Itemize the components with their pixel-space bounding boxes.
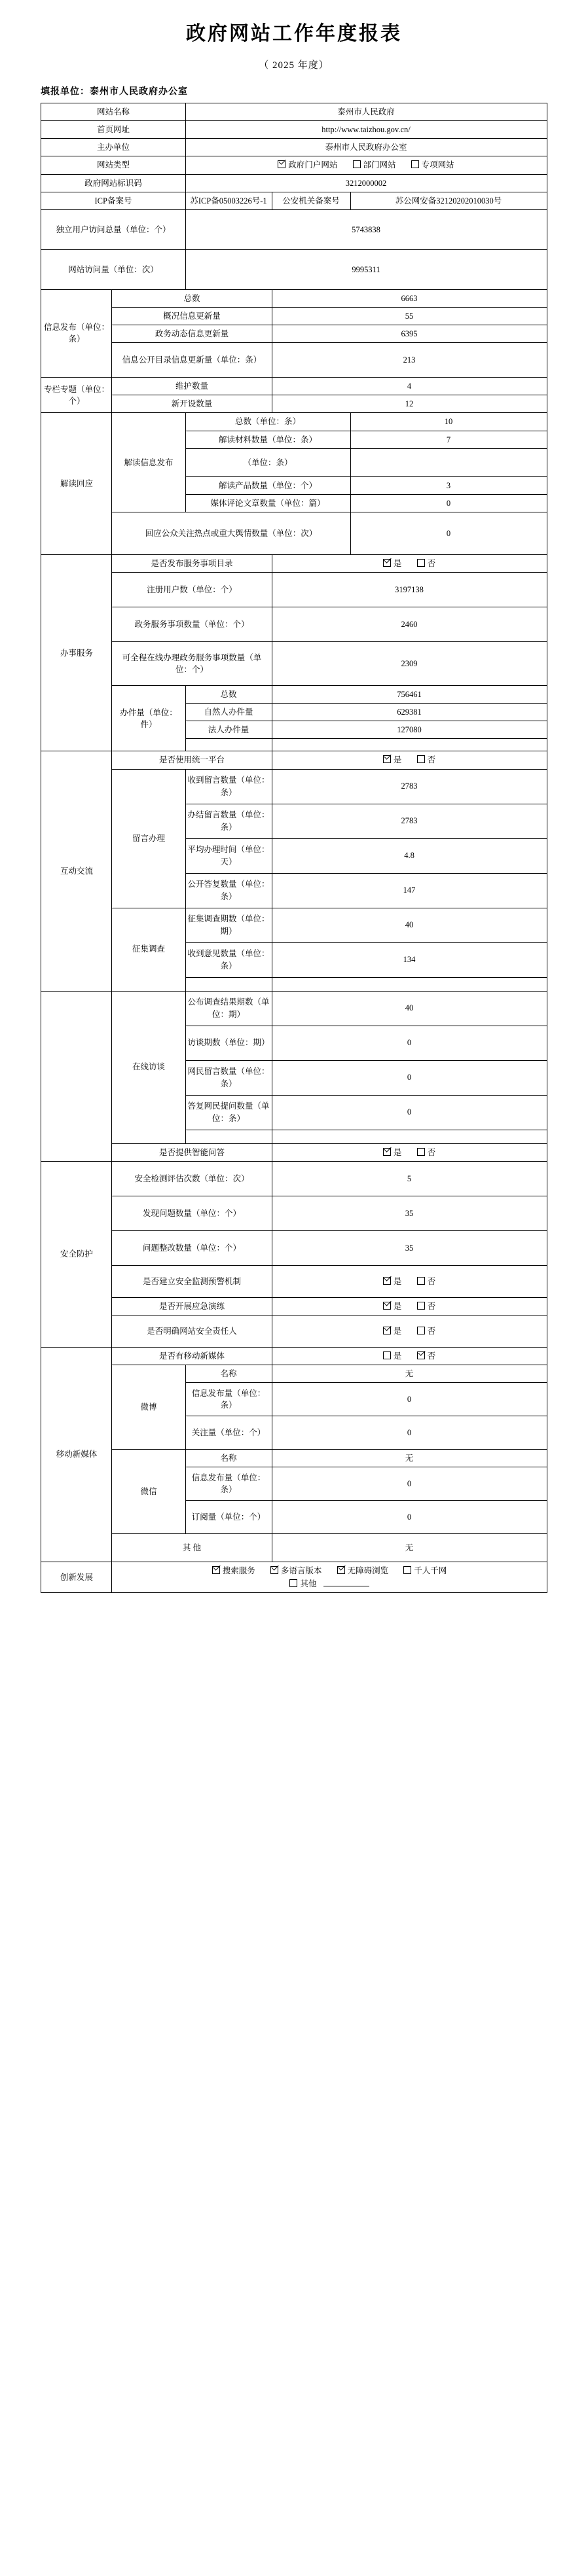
table-row (41, 103, 547, 121)
value-visits: 9995311 (185, 249, 547, 289)
reporting-unit: 填报单位：泰州市人民政府办公室 (41, 87, 188, 97)
label-has-mobile-media: 是否有移动新媒体 (112, 1347, 272, 1365)
label-interpretation-products: 解读产品数量（单位：个） (185, 476, 350, 494)
value-hotspot-response: 0 (350, 512, 547, 554)
value-host-unit: 泰州市人民政府办公室 (185, 139, 547, 156)
label-new-count: 新开设数量 (112, 395, 272, 413)
value-security-responsible (272, 1315, 547, 1347)
label-mobile-new-media: 移动新媒体 (41, 1347, 112, 1562)
table-row (41, 512, 547, 554)
checkbox-label: 多语言版本 (280, 1566, 322, 1576)
label-interpretation-total: 总数（单位：条） (185, 413, 350, 431)
table-row (41, 289, 547, 307)
value-closed-messages: 2783 (272, 804, 547, 838)
value-avg-process-time: 4.8 (272, 838, 547, 873)
label-survey-feedback: 收到意见数量（单位：条） (185, 942, 272, 977)
value-disclosure-catalog-updates: 213 (272, 343, 547, 378)
checkbox-label: 是 (393, 1351, 402, 1361)
checkbox-site-type-portal[interactable] (278, 159, 337, 171)
label-spacer (185, 739, 272, 751)
checkbox-label: 是 (393, 1147, 402, 1157)
checkbox-label: 否 (427, 1301, 436, 1311)
label-closed-messages: 办结留言数量（单位：条） (185, 804, 272, 838)
value-new-count: 12 (272, 395, 547, 413)
checkbox-label: 否 (427, 1276, 436, 1286)
table-row (41, 325, 547, 343)
value-weibo-info-count: 0 (272, 1383, 547, 1416)
label-hotspot-response: 回应公众关注热点或重大舆情数量（单位：次） (112, 512, 350, 554)
checkbox-icon[interactable] (353, 160, 361, 168)
label-innovation: 创新发展 (41, 1562, 112, 1593)
table-row (41, 249, 547, 289)
label-info-release: 信息发布（单位：条） (41, 289, 112, 377)
value-blank (350, 448, 547, 476)
value-issues-found: 35 (272, 1196, 547, 1230)
checkbox-icon[interactable] (278, 160, 285, 168)
label-weibo: 微博 (112, 1365, 185, 1449)
value-replied-messages: 0 (272, 1095, 547, 1130)
value-police-record: 苏公网安备32120202010030号 (350, 192, 547, 209)
value-weibo-name: 无 (272, 1365, 547, 1382)
value-emergency-drill (272, 1297, 547, 1315)
checkbox-label: 否 (427, 755, 436, 765)
report-year: （ 2025 年度） (259, 60, 329, 71)
checkbox-label: 是 (393, 1326, 402, 1336)
label-issues-found: 发现问题数量（单位：个） (112, 1196, 272, 1230)
value-has-mobile-media (272, 1347, 547, 1365)
checkbox-icon[interactable] (383, 1351, 391, 1359)
label-unit-item: （单位：条） (185, 448, 350, 476)
table-row (41, 307, 547, 325)
label-emergency-drill: 是否开展应急演练 (112, 1297, 272, 1315)
value-info-total: 6663 (272, 289, 547, 307)
label-wechat-name: 名称 (185, 1450, 272, 1467)
checkbox-icon[interactable] (212, 1566, 220, 1574)
label-weibo-info-count: 信息发布量（单位：条） (185, 1383, 272, 1416)
value-gov-service-items: 2460 (272, 607, 547, 642)
home-url-link[interactable]: http://www.taizhou.gov.cn/ (322, 125, 411, 135)
label-wechat: 微信 (112, 1450, 185, 1534)
value-security-checks: 5 (272, 1161, 547, 1196)
table-row (41, 607, 547, 642)
page-title: 政府网站工作年度报表 (186, 23, 402, 45)
table-row (41, 1450, 547, 1467)
table-row (41, 1143, 547, 1161)
checkbox-icon[interactable] (417, 559, 425, 567)
table-row (41, 686, 547, 704)
value-survey-feedback: 134 (272, 942, 547, 977)
value-natural-person-cases: 629381 (272, 704, 547, 721)
table-row (41, 174, 547, 192)
table-row (41, 991, 547, 1026)
label-service: 办事服务 (41, 554, 112, 751)
checkbox-label: 否 (427, 1147, 436, 1157)
checkbox-icon[interactable] (383, 1302, 391, 1310)
label-spacer (185, 1130, 272, 1143)
checkbox-icon[interactable] (270, 1566, 278, 1574)
checkbox-mobile-media-yes[interactable] (383, 1350, 402, 1362)
label-disclosure-catalog-updates: 信息公开目录信息更新量（单位：条） (112, 343, 272, 378)
checkbox-icon[interactable] (417, 1302, 425, 1310)
value-monitoring-mechanism (272, 1265, 547, 1297)
label-weibo-followers: 关注量（单位：个） (185, 1416, 272, 1450)
label-gov-service-items: 政务服务事项数量（单位：个） (112, 607, 272, 642)
checkbox-icon[interactable] (337, 1566, 345, 1574)
label-weibo-name: 名称 (185, 1365, 272, 1382)
annual-report-table (41, 103, 547, 1593)
checkbox-responsible-no[interactable] (417, 1325, 436, 1337)
value-has-service-catalog (272, 554, 547, 572)
label-interaction-2 (41, 991, 112, 1161)
label-maintained-count: 维护数量 (112, 378, 272, 395)
value-site-type (185, 156, 547, 174)
value-spacer (272, 977, 547, 991)
table-row (41, 1315, 547, 1347)
table-row (41, 1365, 547, 1382)
table-row (41, 139, 547, 156)
label-interpretation-release: 解读信息发布 (112, 413, 185, 512)
value-wechat-subscribers: 0 (272, 1501, 547, 1534)
label-icp: ICP备案号 (41, 192, 185, 209)
label-interview-count: 访谈期数（单位：期） (185, 1026, 272, 1060)
checkbox-monitoring-no[interactable] (417, 1276, 436, 1287)
label-message-handling: 留言办理 (112, 769, 185, 908)
value-site-id: 3212000002 (185, 174, 547, 192)
checkbox-drill-no[interactable] (417, 1300, 436, 1312)
checkbox-label: 是 (393, 1276, 402, 1286)
checkbox-label: 是 (393, 558, 402, 568)
checkbox-innovation-other[interactable] (289, 1578, 316, 1590)
table-row (41, 192, 547, 209)
label-security: 安全防护 (41, 1161, 112, 1347)
value-weibo-followers: 0 (272, 1416, 547, 1450)
table-row (41, 1347, 547, 1365)
label-unified-platform: 是否使用统一平台 (112, 751, 272, 769)
table-row (41, 573, 547, 607)
table-row (41, 1196, 547, 1230)
table-row (41, 1297, 547, 1315)
value-legal-person-cases: 127080 (272, 721, 547, 739)
checkbox-icon[interactable] (417, 1148, 425, 1156)
checkbox-unified-platform-yes[interactable] (383, 754, 402, 766)
value-home-url[interactable] (185, 121, 547, 139)
value-netizen-messages: 0 (272, 1060, 547, 1095)
value-media-commentary: 0 (350, 494, 547, 512)
checkbox-icon[interactable] (289, 1579, 297, 1587)
value-handled-total: 756461 (272, 686, 547, 704)
value-gov-dynamic-updates: 6395 (272, 325, 547, 343)
value-interpretation-materials: 7 (350, 431, 547, 448)
value-spacer (272, 1130, 547, 1143)
label-monitoring-mechanism: 是否建立安全监测预警机制 (112, 1265, 272, 1297)
checkbox-label: 政府门户网站 (288, 160, 338, 170)
value-innovation (112, 1562, 547, 1593)
checkbox-label: 其他 (300, 1579, 317, 1589)
label-legal-person-cases: 法人办件量 (185, 721, 272, 739)
label-survey: 征集调查 (112, 908, 185, 991)
value-issues-fixed: 35 (272, 1230, 547, 1265)
checkbox-label: 否 (427, 558, 436, 568)
value-interview-count: 0 (272, 1026, 547, 1060)
checkbox-icon[interactable] (417, 1327, 425, 1334)
table-row (41, 156, 547, 174)
label-online-interview: 在线访谈 (112, 991, 185, 1143)
value-interpretation-products: 3 (350, 476, 547, 494)
label-avg-process-time: 平均办理时间（单位：天） (185, 838, 272, 873)
checkbox-label: 否 (427, 1351, 436, 1361)
value-profile-updates: 55 (272, 307, 547, 325)
innovation-other-row (114, 1578, 544, 1590)
value-other: 无 (272, 1534, 547, 1562)
checkbox-label: 是 (393, 1301, 402, 1311)
label-media-commentary: 媒体评论文章数量（单位：篇） (185, 494, 350, 512)
label-netizen-messages: 网民留言数量（单位：条） (185, 1060, 272, 1095)
value-smart-qa (272, 1143, 547, 1161)
label-host-unit: 主办单位 (41, 139, 185, 156)
table-row (41, 554, 547, 572)
checkbox-label: 搜索服务 (222, 1566, 255, 1576)
checkbox-label: 无障碍浏览 (347, 1566, 389, 1576)
label-smart-qa: 是否提供智能问答 (112, 1143, 272, 1161)
label-online-service-items: 可全程在线办理政务服务事项数量（单位：个） (112, 642, 272, 686)
label-security-checks: 安全检测评估次数（单位：次） (112, 1161, 272, 1196)
label-site-name: 网站名称 (41, 103, 185, 121)
checkbox-icon[interactable] (411, 160, 419, 168)
value-online-service-items: 2309 (272, 642, 547, 686)
label-interaction: 互动交流 (41, 751, 112, 991)
checkbox-site-type-special[interactable] (411, 159, 454, 171)
checkbox-smart-qa-no[interactable] (417, 1147, 436, 1158)
value-survey-count: 40 (272, 908, 547, 942)
label-gov-dynamic-updates: 政务动态信息更新量 (112, 325, 272, 343)
table-row (41, 1534, 547, 1562)
label-received-messages: 收到留言数量（单位：条） (185, 769, 272, 804)
label-survey-count: 征集调查期数（单位：期） (185, 908, 272, 942)
table-row (41, 413, 547, 431)
label-other: 其 他 (112, 1534, 272, 1562)
value-poll-count: 40 (272, 991, 547, 1026)
label-visits: 网站访问量（单位：次） (41, 249, 185, 289)
value-unified-platform (272, 751, 547, 769)
label-registered-users: 注册用户数（单位：个） (112, 573, 272, 607)
table-row (41, 1562, 547, 1593)
checkbox-label: 专项网站 (421, 160, 454, 170)
value-interpretation-total: 10 (350, 413, 547, 431)
value-received-messages: 2783 (272, 769, 547, 804)
checkbox-smart-qa-yes[interactable] (383, 1147, 402, 1158)
label-poll-count: 公布调查结果期数（单位：期） (185, 991, 272, 1026)
label-has-service-catalog: 是否发布服务事项目录 (112, 554, 272, 572)
label-site-id: 政府网站标识码 (41, 174, 185, 192)
value-site-name: 泰州市人民政府 (185, 103, 547, 121)
label-natural-person-cases: 自然人办件量 (185, 704, 272, 721)
checkbox-drill-yes[interactable] (383, 1300, 402, 1312)
table-row (41, 908, 547, 942)
label-interpretation: 解读回应 (41, 413, 112, 555)
table-row (41, 1161, 547, 1196)
label-special-column: 专栏专题（单位：个） (41, 378, 112, 413)
table-row (41, 1230, 547, 1265)
label-unique-visitors: 独立用户访问总量（单位：个） (41, 209, 185, 249)
checkbox-label: 部门网站 (363, 160, 396, 170)
value-spacer (272, 739, 547, 751)
table-row (41, 642, 547, 686)
checkbox-site-type-department[interactable] (353, 159, 396, 171)
checkbox-icon[interactable] (383, 755, 391, 763)
checkbox-icon[interactable] (383, 559, 391, 567)
checkbox-monitoring-yes[interactable] (383, 1276, 402, 1287)
annual-report-page (0, 17, 588, 1593)
label-interpretation-materials: 解读材料数量（单位：条） (185, 431, 350, 448)
label-profile-updates: 概况信息更新量 (112, 307, 272, 325)
table-row (41, 209, 547, 249)
checkbox-service-catalog-no[interactable] (417, 558, 436, 569)
label-site-type: 网站类型 (41, 156, 185, 174)
label-wechat-info-count: 信息发布量（单位：条） (185, 1467, 272, 1501)
value-public-replies: 147 (272, 873, 547, 908)
table-row (41, 1265, 547, 1297)
value-unique-visitors: 5743838 (185, 209, 547, 249)
value-maintained-count: 4 (272, 378, 547, 395)
checkbox-innovation-personalized[interactable] (403, 1565, 447, 1577)
table-row (41, 395, 547, 413)
checkbox-label: 否 (427, 1326, 436, 1336)
table-row (41, 751, 547, 769)
label-home-url: 首页网址 (41, 121, 185, 139)
label-public-replies: 公开答复数量（单位：条） (185, 873, 272, 908)
checkbox-icon[interactable] (417, 1351, 425, 1359)
label-police-record: 公安机关备案号 (272, 192, 350, 209)
checkbox-icon[interactable] (417, 755, 425, 763)
table-row (41, 343, 547, 378)
label-spacer (185, 977, 272, 991)
checkbox-responsible-yes[interactable] (383, 1325, 402, 1337)
label-handled-total: 总数 (185, 686, 272, 704)
value-registered-users: 3197138 (272, 573, 547, 607)
checkbox-label: 是 (393, 755, 402, 765)
checkbox-label: 千人千网 (414, 1566, 447, 1576)
checkbox-icon[interactable] (383, 1148, 391, 1156)
label-info-total: 总数 (112, 289, 272, 307)
checkbox-icon[interactable] (417, 1277, 425, 1285)
value-wechat-info-count: 0 (272, 1467, 547, 1501)
checkbox-innovation-accessibility[interactable] (337, 1565, 389, 1577)
label-security-responsible: 是否明确网站安全责任人 (112, 1315, 272, 1347)
table-row (41, 121, 547, 139)
checkbox-service-catalog-yes[interactable] (383, 558, 402, 569)
label-wechat-subscribers: 订阅量（单位：个） (185, 1501, 272, 1534)
checkbox-unified-platform-no[interactable] (417, 754, 436, 766)
checkbox-icon[interactable] (383, 1327, 391, 1334)
label-issues-fixed: 问题整改数量（单位：个） (112, 1230, 272, 1265)
checkbox-icon[interactable] (403, 1566, 411, 1574)
label-replied-messages: 答复网民提问数量（单位：条） (185, 1095, 272, 1130)
checkbox-icon[interactable] (383, 1277, 391, 1285)
table-row (41, 378, 547, 395)
checkbox-mobile-media-no[interactable] (417, 1350, 436, 1362)
label-handled-volume: 办件量（单位：件） (112, 686, 185, 751)
value-wechat-name: 无 (272, 1450, 547, 1467)
table-row (41, 769, 547, 804)
checkbox-innovation-search[interactable] (212, 1565, 255, 1577)
value-icp: 苏ICP备05003226号-1 (185, 192, 272, 209)
checkbox-innovation-multilang[interactable] (270, 1565, 322, 1577)
